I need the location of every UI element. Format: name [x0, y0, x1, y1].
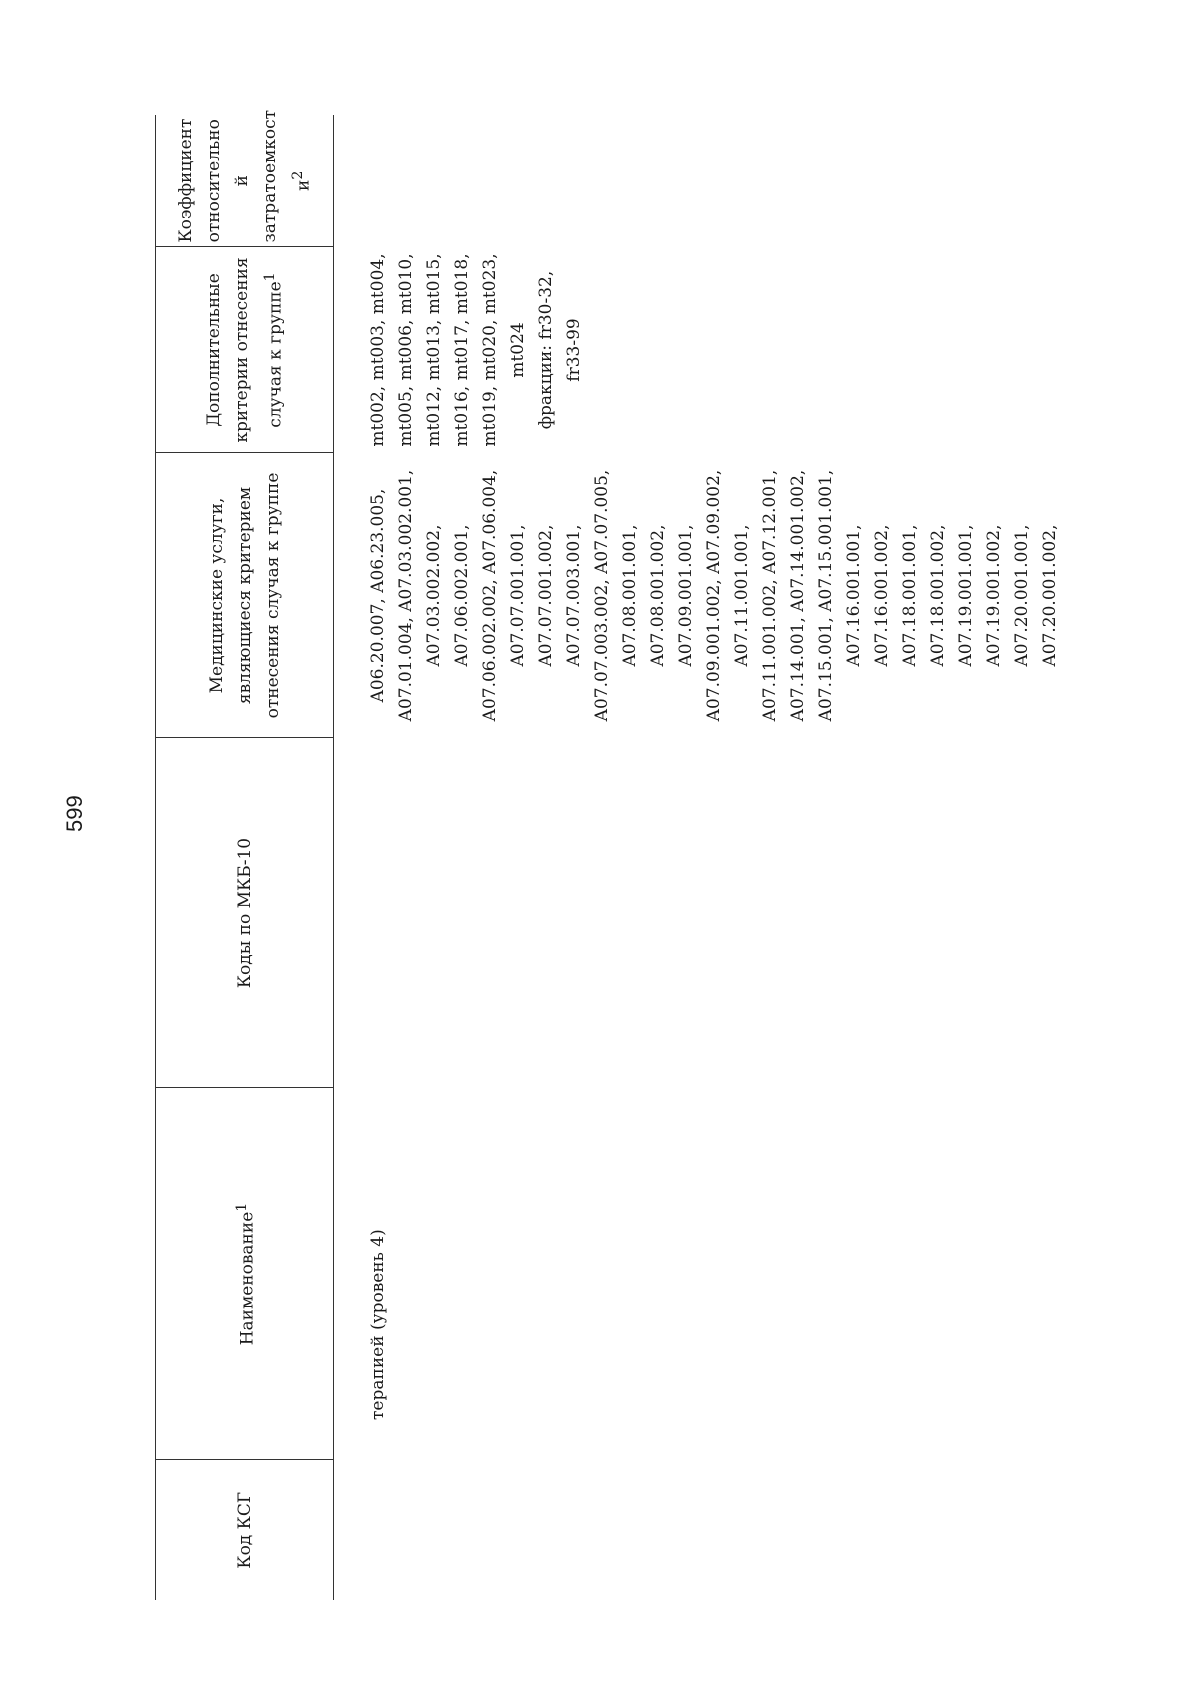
header-coefficient: Коэффициент относительно й затратоемкост $и^2$: [156, 115, 334, 247]
service-line: A07.06.002.001,: [452, 524, 472, 667]
table-row: [334, 115, 1065, 1600]
service-line: A06.20.007, A06.23.005,: [368, 488, 388, 703]
table-header-row: [156, 115, 334, 1600]
document-table-rotated: [155, 109, 1155, 1600]
header-mkb-codes: Коды по МКБ-10: [156, 738, 334, 1088]
criteria-line: mt024: [508, 322, 528, 378]
service-line: A07.18.001.001,: [900, 524, 920, 667]
service-line: A07.15.001, A07.15.001.001,: [816, 469, 836, 722]
service-line: A07.06.002.002, A07.06.004,: [480, 469, 500, 722]
service-line: A07.14.001, A07.14.001.002,: [788, 469, 808, 722]
service-line: A07.20.001.001,: [1012, 524, 1032, 667]
service-line: A07.11.001.002, A07.12.001,: [760, 469, 780, 722]
service-line: A07.19.001.002,: [984, 524, 1004, 667]
cell-ksg-code: [334, 1460, 1065, 1600]
service-line: A07.09.001.002, A07.09.002,: [704, 469, 724, 722]
header-medical-services: Медицинские услуги, являющиеся критерием отнесения случая к группе: [156, 453, 334, 738]
header-additional-criteria: Дополнительные критерии отнесения случая к группе$^1$: [156, 247, 334, 453]
service-line: A07.03.002.002,: [424, 524, 444, 667]
criteria-line: фракции: fr30-32,: [536, 270, 556, 430]
service-line: A07.16.001.002,: [872, 524, 892, 667]
service-line: A07.07.003.001,: [564, 524, 584, 667]
header-name: Наименование$^1$: [156, 1088, 334, 1460]
criteria-line: mt016, mt017, mt018,: [452, 253, 472, 447]
service-line: A07.07.001.002,: [536, 524, 556, 667]
criteria-line: mt012, mt013, mt015,: [424, 253, 444, 447]
ksg-table: [155, 109, 1064, 1600]
cell-medical-services: [334, 453, 1065, 738]
criteria-line: mt002, mt003, mt004,: [368, 253, 388, 447]
service-line: A07.07.001.001,: [508, 524, 528, 667]
cell-name: терапией (уровень 4): [368, 1229, 388, 1420]
service-line: A07.16.001.001,: [844, 524, 864, 667]
page-number: 599: [62, 795, 87, 832]
service-line: A07.19.001.001,: [956, 524, 976, 667]
header-ksg-code: Код КСГ: [156, 1460, 334, 1600]
cell-mkb-codes: [334, 738, 1065, 1088]
service-line: A07.11.001.001,: [732, 524, 752, 667]
service-line: A07.07.003.002, A07.07.005,: [592, 469, 612, 722]
service-line: A07.08.001.002,: [648, 524, 668, 667]
criteria-line: mt019, mt020, mt023,: [480, 253, 500, 447]
criteria-line: mt005, mt006, mt010,: [396, 253, 416, 447]
service-line: A07.09.001.001,: [676, 524, 696, 667]
cell-coefficient: [334, 115, 1065, 247]
service-line: A07.18.001.002,: [928, 524, 948, 667]
service-line: A07.20.001.002,: [1040, 524, 1060, 667]
service-line: A07.01.004, A07.03.002.001,: [396, 469, 416, 722]
cell-additional-criteria: [334, 247, 1065, 453]
criteria-line: fr33-99: [564, 318, 584, 382]
service-line: A07.08.001.001,: [620, 524, 640, 667]
